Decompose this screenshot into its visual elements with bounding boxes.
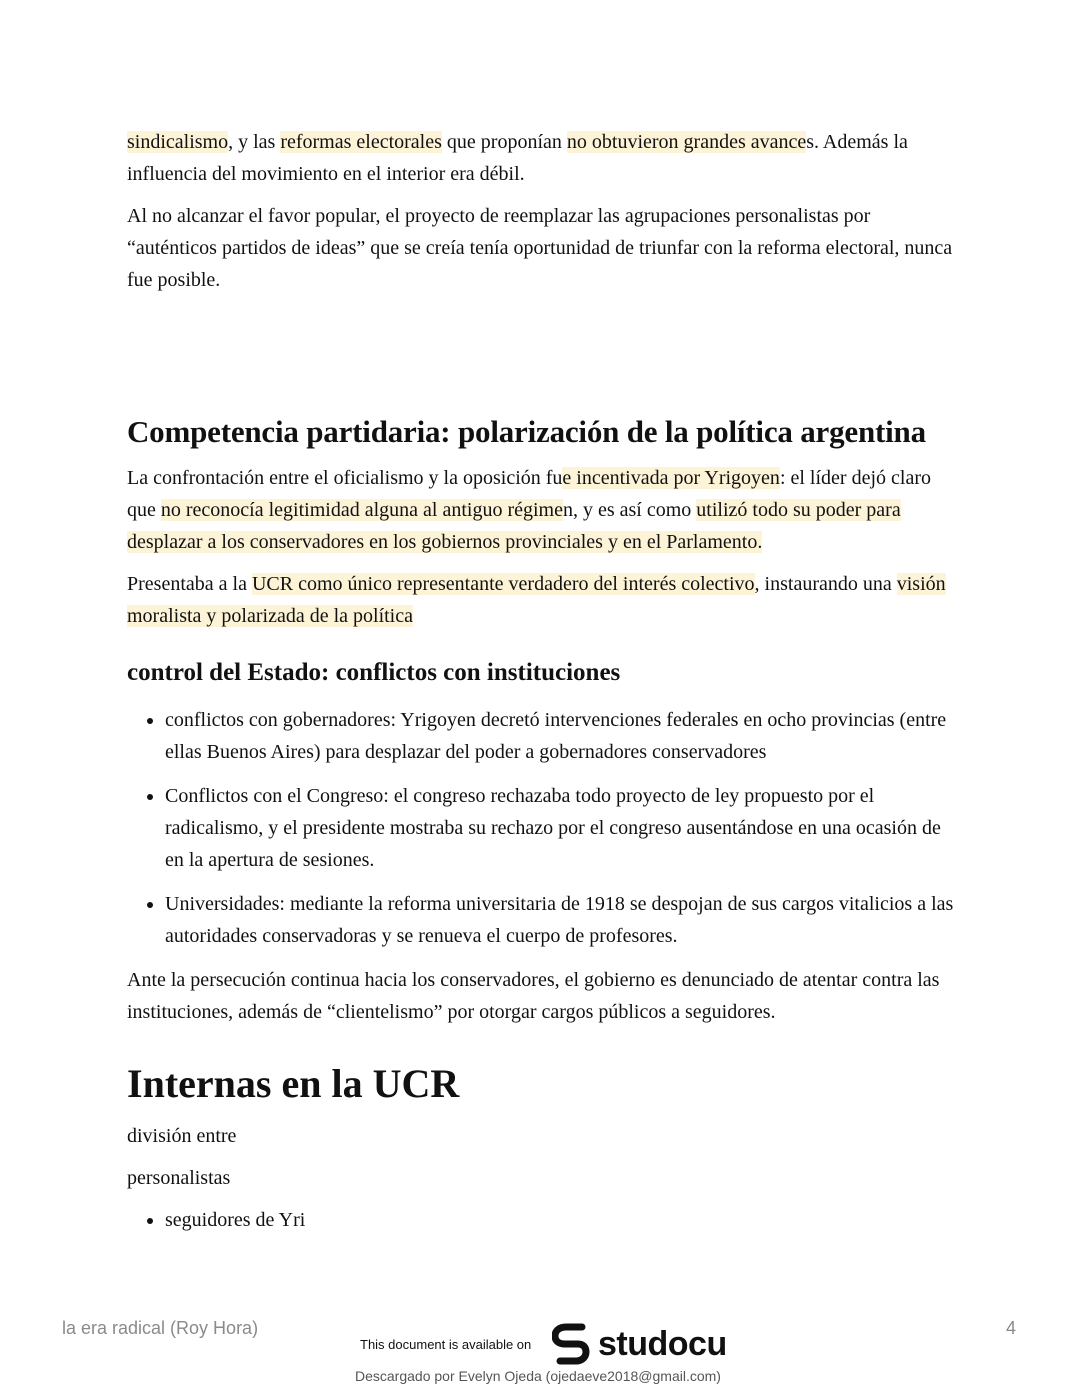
subheading-control-estado: control del Estado: conflictos con instituciones [127,659,621,686]
highlighted-text: sindicalismo [127,131,229,153]
highlighted-text: UCR como único representante verdadero del interés colectivo [251,573,755,595]
list-item: • Conflictos con el Congreso: el congreso rechazaba todo proyecto de ley propuesto por el radicalismo, y el presidente mostraba su rechazo por el congreso ausentándose en una ocasión de en la apertura de sesiones. [165,780,957,876]
list-item: • seguidores de Yri [165,1204,957,1236]
internas-paragraph-1: división entre [127,1125,237,1147]
studocu-logo-icon [552,1323,592,1365]
competencia-paragraph-1 [127,462,957,558]
internas-list [127,1204,957,1236]
footer-page-number: 4 [1006,1318,1017,1338]
text-segment: , instaurando una [754,573,897,595]
text-segment: n, y es así como [562,499,697,521]
text-segment: La confrontación entre el oficialismo y la oposición fu [127,467,563,489]
internas-paragraph-2: personalistas [127,1167,231,1189]
text-segment: , y las [228,131,281,153]
highlighted-text: visión moralista y polarizada de la política [127,573,946,627]
highlighted-text: no reconocía legitimidad alguna al antiguo régime [160,499,563,521]
intro-paragraph-2: Al no alcanzar el favor popular, el proyecto de reemplazar las agrupaciones personalistas por “auténticos partidos de ideas” que se creía tenía oportunidad de triunfar con la reforma electoral, nunca fue posible. [127,205,953,291]
text-segment: : el líder dejó claro que [127,467,931,521]
highlighted-text: no obtuvieron grandes avance [566,131,807,153]
studocu-logo[interactable] [552,1323,727,1365]
section-heading-internas: Internas en la UCR [127,1061,460,1106]
intro-paragraph-1 [127,126,957,190]
list-item: • conflictos con gobernadores: Yrigoyen decretó intervenciones federales en ocho provincias (entre ellas Buenos Aires) para desplazar del poder a gobernadores conservadores [165,704,957,768]
competencia-paragraph-2 [127,568,957,632]
text-segment: s. Además la influencia del movimiento en el interior era débil. [127,131,908,185]
highlighted-text: utilizó todo su poder para desplazar a los conservadores en los gobiernos provinciales y en el Parlamento. [127,499,901,553]
control-closing-paragraph: Ante la persecución continua hacia los conservadores, el gobierno es denunciado de atentar contra las instituciones, además de “clientelismo” por otorgar cargos públicos a seguidores. [127,969,940,1023]
footer-available-text: This document is available on [360,1337,532,1352]
text-segment: que proponían [441,131,567,153]
footer-downloaded-by: Descargado por Evelyn Ojeda (ojedaeve2018@gmail.com) [355,1368,721,1384]
highlighted-text: e incentivada por Yrigoyen [562,467,780,489]
text-segment: Presentaba a la [127,573,252,595]
footer-document-title: la era radical (Roy Hora) [62,1318,259,1338]
list-item: • Universidades: mediante la reforma universitaria de 1918 se despojan de sus cargos vitalicios a las autoridades conservadoras y se renueva el cuerpo de profesores. [165,888,957,952]
studocu-logo-text: studocu [598,1324,727,1363]
section-heading-competencia: Competencia partidaria: polarización de la política argentina [127,414,926,449]
document-body [127,126,957,1248]
conflicts-list [127,704,957,952]
highlighted-text: reformas electorales [280,131,442,153]
